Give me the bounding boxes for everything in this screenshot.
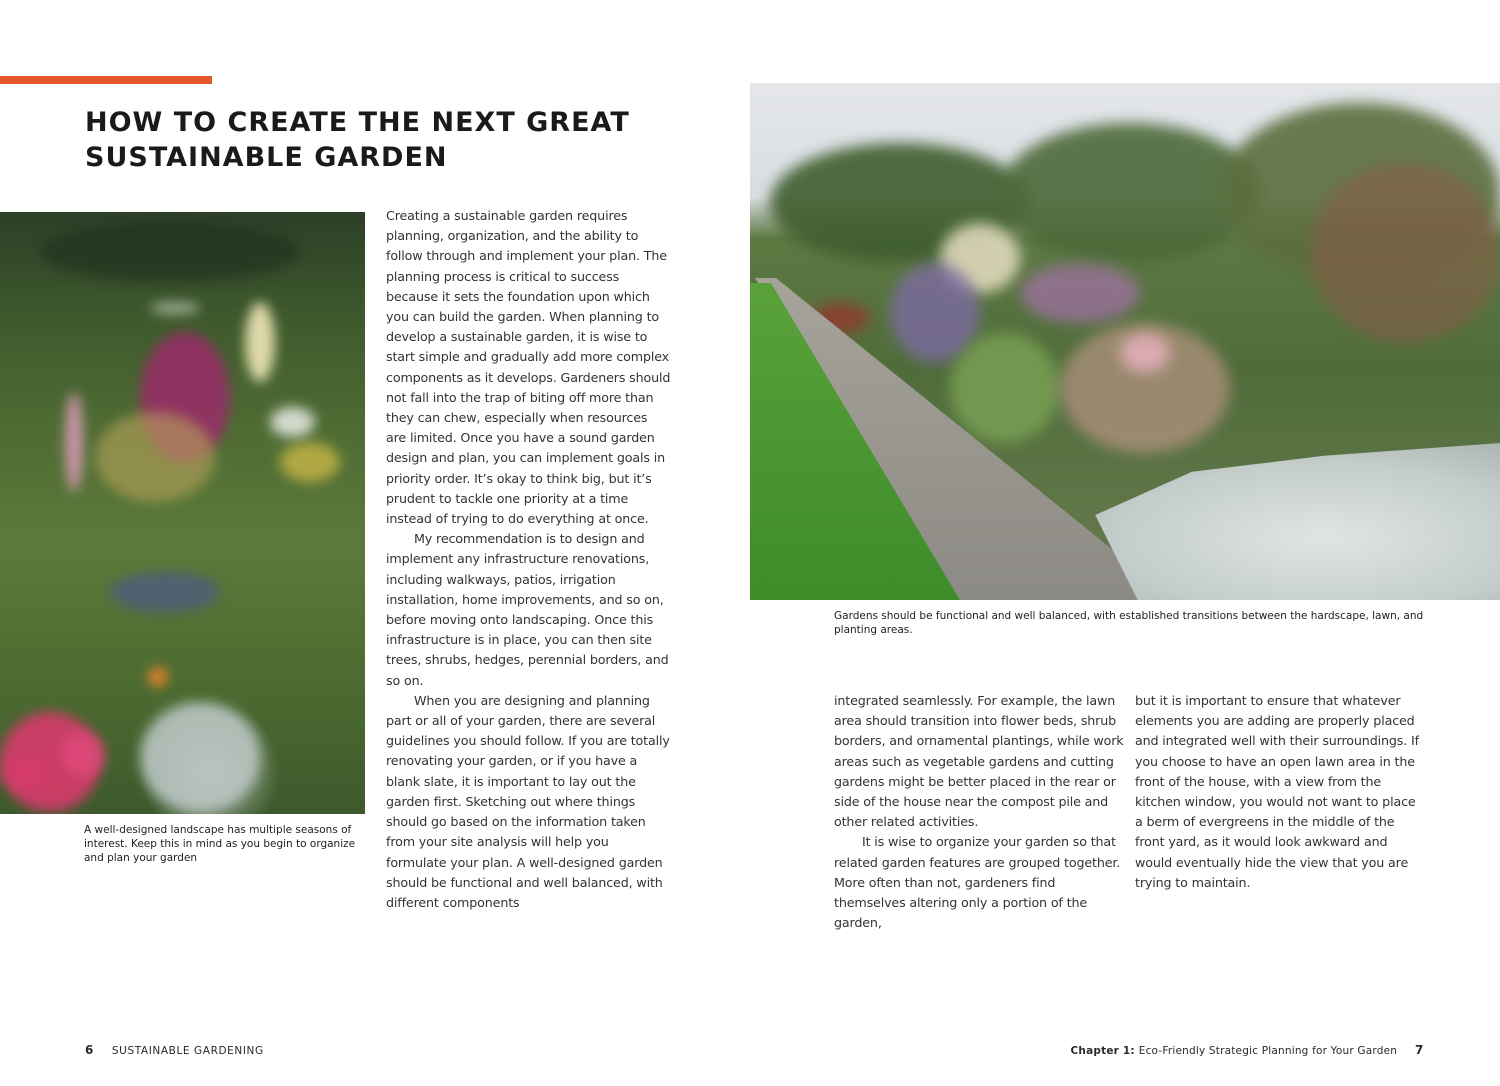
left-page-number: 6 <box>85 1043 94 1057</box>
body-column-2 <box>834 691 1124 933</box>
paragraph: When you are designing and planning part or all of your garden, there are several guidelines you should follow. If you are totally renovating your garden, or if you have a blank slate, it is important to lay out the garden first. Sketching out where things should go based on the information taken from your site analysis will help you formulate your plan. A well-designed garden should be functional and well balanced, with different components <box>386 692 670 910</box>
chapter-label: Chapter 1: <box>1070 1045 1135 1057</box>
right-page-number: 7 <box>1415 1043 1424 1057</box>
body-column-1 <box>386 206 671 913</box>
body-column-3 <box>1135 691 1425 893</box>
title-line-1: HOW TO CREATE THE NEXT GREAT <box>85 107 630 138</box>
paragraph: It is wise to organize your garden so that related garden features are grouped together. More often than not, gardeners find themselves altering only a portion of the garden, <box>834 834 1121 931</box>
silver-foliage <box>1060 443 1500 600</box>
cottage-garden-photo <box>0 212 365 814</box>
title-line-2: SUSTAINABLE GARDEN <box>85 142 448 173</box>
perennial-border-photo <box>750 83 1500 600</box>
left-photo-caption: A well-designed landscape has multiple seasons of interest. Keep this in mind as you begin to organize and plan your garden <box>84 824 356 864</box>
right-page-footer <box>1071 1043 1424 1057</box>
accent-bar <box>0 76 212 84</box>
paragraph: integrated seamlessly. For example, the lawn area should transition into flower beds, shrub borders, and ornamental plantings, while work areas such as vegetable gardens and cutting gardens might be better placed in the rear or side of the house near the compost pile and other related activities. <box>834 693 1124 830</box>
paragraph: but it is important to ensure that whatever elements you are adding are properly placed and integrated well with their surroundings. If you choose to have an open lawn area in the front of the house, with a view from the kitchen window, you would not want to place a berm of evergreens in the middle of the front yard, as it would look awkward and would eventually hide the view that you are trying to maintain. <box>1135 693 1419 890</box>
chapter-title: Eco-Friendly Strategic Planning for Your Garden <box>1138 1045 1398 1057</box>
paragraph: Creating a sustainable garden requires planning, organization, and the ability to follow through and implement your plan. The planning process is critical to success because it sets the foundation upon which you can build the garden. When planning to develop a sustainable garden, it is wise to start simple and gradually add more complex components as it develops. Gardeners should not fall into the trap of biting off more than they can chew, especially when resources are limited. Once you have a sound garden design and plan, you can implement goals in priority order. It’s okay to think big, but it’s prudent to tackle one priority at a time instead of trying to do everything at once. <box>386 208 671 527</box>
right-photo-caption: Gardens should be functional and well balanced, with established transitions between the hardscape, lawn, and planting areas. <box>834 610 1424 636</box>
left-page-footer <box>85 1043 264 1057</box>
paragraph: My recommendation is to design and implement any infrastructure renovations, including walkways, patios, irrigation installation, home improvements, and so on, before moving onto landscaping. Once this infrastructure is in place, you can then site trees, shrubs, hedges, perennial borders, and so on. <box>386 531 669 688</box>
book-title: SUSTAINABLE GARDENING <box>111 1045 264 1057</box>
page-title <box>85 105 705 175</box>
